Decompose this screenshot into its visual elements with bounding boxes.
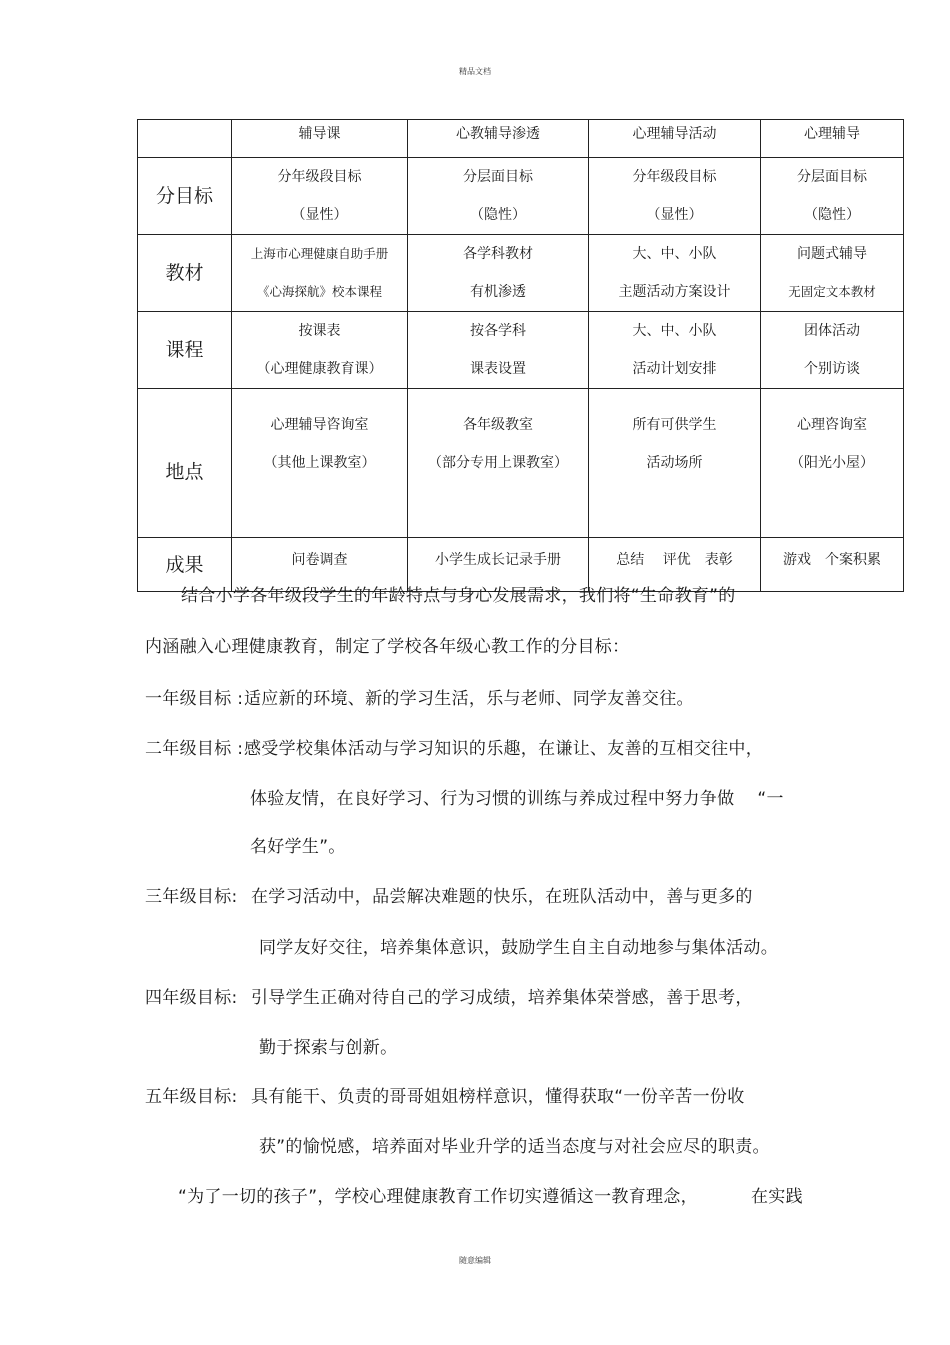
work-plan-table: [137, 119, 904, 592]
grade-4-label: 四年级目标:: [145, 988, 238, 1008]
table-cell: 分层面目标 （隐性）: [761, 158, 904, 235]
table-cell: 按各学科 课表设置: [408, 312, 589, 389]
table-cell: 团体活动 个别访谈: [761, 312, 904, 389]
grade-5-label: 五年级目标:: [145, 1087, 238, 1107]
page-footer: 随意编辑: [459, 1256, 491, 1265]
grade-2-text: 感受学校集体活动与学习知识的乐趣，在谦让、友善的互相交往中，: [244, 739, 763, 759]
grade-1-label: 一年级目标 :: [145, 689, 244, 709]
table-cell: 按课表 （心理健康教育课）: [232, 312, 408, 389]
column-header: 心理辅导活动: [589, 120, 761, 158]
table-row: [138, 235, 904, 312]
grade-3-text: 同学友好交往，培养集体意识，鼓励学生自主自动地参与集体活动。: [259, 938, 778, 958]
grade-3-label: 三年级目标:: [145, 887, 238, 907]
grade-5-text: 具有能干、负责的哥哥姐姐榜样意识，懂得获取“一份辛苦一份收: [251, 1087, 745, 1107]
row-label: 课程: [138, 312, 232, 389]
table-cell: 游戏 个案积累: [761, 538, 904, 592]
table-row: [138, 312, 904, 389]
table-cell: 分层面目标 （隐性）: [408, 158, 589, 235]
grade-4-text: 引导学生正确对待自己的学习成绩，培养集体荣誉感，善于思考，: [251, 988, 753, 1008]
page-header: 精品文档: [459, 67, 491, 76]
row-label: 地点: [138, 389, 232, 538]
intro-line: 内涵融入心理健康教育，制定了学校各年级心教工作的分目标：: [145, 637, 630, 657]
table-cell: 问卷调查: [232, 538, 408, 592]
table-cell: 各年级教室 （部分专用上课教室）: [408, 389, 589, 538]
grade-2-text: 名好学生”。: [250, 837, 346, 857]
table-cell: 所有可供学生 活动场所: [589, 389, 761, 538]
column-header: 心教辅导渗透: [408, 120, 589, 158]
grade-2-text: 体验友情，在良好学习、行为习惯的训练与养成过程中努力争做 “一: [250, 789, 784, 809]
row-label: 分目标: [138, 158, 232, 235]
table-cell: 分年级段目标 （显性）: [589, 158, 761, 235]
closing-line: “为了一切的孩子”，学校心理健康教育工作切实遵循这一教育理念，: [178, 1187, 698, 1207]
table-cell: 总结 评优 表彰: [589, 538, 761, 592]
row-label: 教材: [138, 235, 232, 312]
grade-4-text: 勤于探索与创新。: [259, 1038, 398, 1058]
table-corner-cell: [138, 120, 232, 158]
table-cell: 心理辅导咨询室 （其他上课教室）: [232, 389, 408, 538]
table-cell: 大、中、小队 活动计划安排: [589, 312, 761, 389]
table-cell: 上海市心理健康自助手册 《心海探航》校本课程: [232, 235, 408, 312]
grade-2-label: 二年级目标 :: [145, 739, 244, 759]
row-label: 成果: [138, 538, 232, 592]
table-row: [138, 389, 904, 538]
table-cell: 问题式辅导 无固定文本教材: [761, 235, 904, 312]
intro-line: 结合小学各年级段学生的年龄特点与身心发展需求，我们将“生命教育”的: [181, 586, 736, 606]
table-header-row: [138, 120, 904, 158]
table-cell: 大、中、小队 主题活动方案设计: [589, 235, 761, 312]
table-row: [138, 158, 904, 235]
table-cell: 分年级段目标 （显性）: [232, 158, 408, 235]
table-cell: 小学生成长记录手册: [408, 538, 589, 592]
table-cell: 各学科教材 有机渗透: [408, 235, 589, 312]
closing-line-end: 在实践: [751, 1187, 803, 1207]
table-cell: 心理咨询室 （阳光小屋）: [761, 389, 904, 538]
grade-5-text: 获”的愉悦感，培养面对毕业升学的适当态度与对社会应尽的职责。: [259, 1137, 770, 1157]
grade-1-text: 适应新的环境、新的学习生活，乐与老师、同学友善交往。: [244, 689, 694, 709]
grade-3-text: 在学习活动中，品尝解决难题的快乐，在班队活动中，善与更多的: [251, 887, 753, 907]
column-header: 心理辅导: [761, 120, 904, 158]
column-header: 辅导课: [232, 120, 408, 158]
